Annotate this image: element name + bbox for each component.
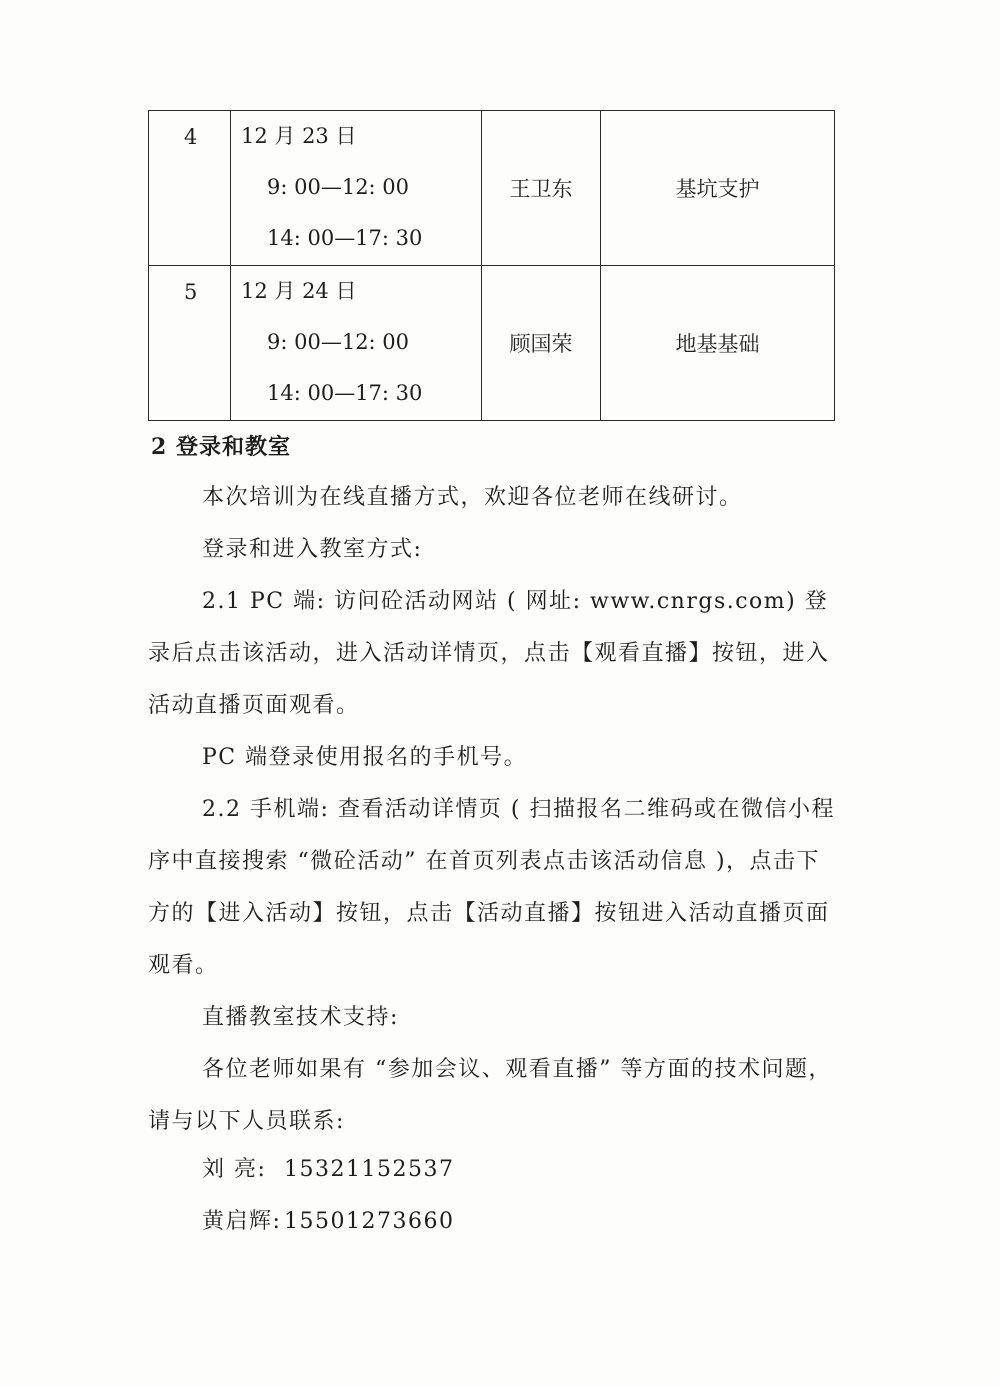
contact-name: 刘 亮:: [202, 1157, 267, 1182]
session-time-am: 9: 00—12: 00: [267, 175, 410, 199]
contact-phone: 15321152537: [284, 1157, 455, 1182]
table-row: [149, 111, 835, 266]
contact-row: [202, 1152, 454, 1183]
paragraph-mobile-access: 2.2 手机端: 查看活动详情页 ( 扫描报名二维码或在微信小程序中直接搜索 “微砼活动” 在首页列表点击该活动信息 )，点击下方的【进入活动】按钮，点击【活动直播】按钮进入活动直播页面观看。: [148, 797, 835, 978]
session-time-pm: 14: 00—17: 30: [267, 226, 423, 250]
session-date: 12 月 23 日: [241, 124, 357, 148]
contact-phone: 15501273660: [284, 1209, 455, 1234]
session-time-am: 9: 00—12: 00: [267, 330, 410, 354]
contact-row: [202, 1204, 454, 1235]
contact-name: 黄启辉:: [202, 1209, 282, 1234]
schedule-table: [148, 110, 835, 421]
paragraph-contact-intro: 各位老师如果有 “参加会议、观看直播” 等方面的技术问题，请与以下人员联系:: [148, 1057, 832, 1134]
paragraph-login-methods: 登录和进入教室方式:: [202, 537, 423, 562]
paragraph-intro: 本次培训为在线直播方式，欢迎各位老师在线研讨。: [202, 485, 743, 510]
table-row: [149, 266, 835, 421]
session-topic: 基坑支护: [675, 177, 760, 201]
section-heading: 2 登录和教室: [151, 434, 291, 460]
paragraph-pc-access: 2.1 PC 端: 访问砼活动网站 ( 网址: www.cnrgs.com) 登录后点击该活动，进入活动详情页，点击【观看直播】按钮，进入活动直播页面观看。: [148, 589, 830, 718]
session-date: 12 月 24 日: [241, 279, 357, 303]
session-number: 5: [184, 280, 198, 304]
session-topic: 地基基础: [675, 332, 760, 356]
paragraph-pc-login: PC 端登录使用报名的手机号。: [202, 745, 528, 770]
paragraph-tech-support: 直播教室技术支持:: [202, 1005, 399, 1030]
session-time-pm: 14: 00—17: 30: [267, 381, 423, 405]
lecturer-name: 王卫东: [509, 177, 573, 201]
session-number: 4: [184, 125, 198, 149]
lecturer-name: 顾国荣: [509, 332, 573, 356]
